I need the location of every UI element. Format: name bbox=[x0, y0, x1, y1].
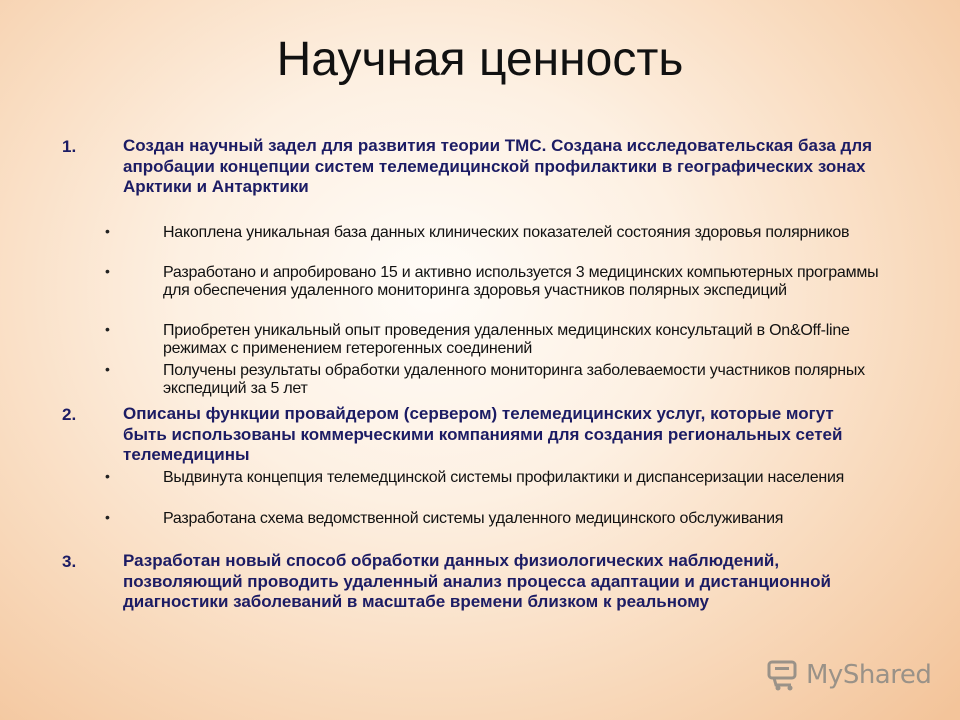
main-point: Описаны функции провайдером (сервером) телемедицинских услуг, которые могут быть использованы коммерческими компаниями для создания региональных сетей телемедицины bbox=[123, 404, 843, 464]
cart-icon bbox=[766, 658, 800, 692]
sub-point: Разработано и апробировано 15 и активно используется 3 медицинских компьютерных программы для обеспечения удаленного мониторинга здоровья участников полярных экспедиций bbox=[163, 264, 879, 299]
myshared-watermark bbox=[766, 655, 936, 695]
sub-point: Получены результаты обработки удаленного мониторинга заболеваемости участников полярных экспедиций за 5 лет bbox=[163, 362, 865, 397]
sub-point: Накоплена уникальная база данных клинических показателей состояния здоровья полярников bbox=[163, 224, 850, 241]
bullet-icon: • bbox=[105, 223, 110, 239]
watermark-text: MyShared bbox=[806, 660, 932, 690]
sub-point: Приобретен уникальный опыт проведения удаленных медицинских консультаций в On&Off-line режимах с применением гетерогенных соединений bbox=[163, 322, 850, 357]
sub-point: Разработана схема ведомственной системы удаленного медицинского обслуживания bbox=[163, 510, 784, 527]
bullet-icon: • bbox=[105, 321, 110, 337]
main-point: Создан научный задел для развития теории ТМС. Создана исследовательская база для апробации концепции систем телемедицинской профилактики в географических зонах Арктики и Антарктики bbox=[123, 136, 873, 196]
item-number: 2. bbox=[62, 405, 77, 424]
bullet-icon: • bbox=[105, 468, 110, 484]
main-point: Разработан новый способ обработки данных физиологических наблюдений, позволяющий проводить удаленный анализ процесса адаптации и дистанционной диагностики заболеваний в масштабе времени близком к реальному bbox=[123, 551, 831, 611]
sub-point: Выдвинута концепция телемедцинской системы профилактики и диспансеризации населения bbox=[163, 469, 845, 486]
bullet-icon: • bbox=[105, 263, 110, 279]
item-number: 1. bbox=[62, 137, 77, 156]
bullet-icon: • bbox=[105, 509, 110, 525]
slide-title: Научная ценность bbox=[276, 33, 684, 86]
item-number: 3. bbox=[62, 552, 77, 571]
bullet-icon: • bbox=[105, 361, 110, 377]
